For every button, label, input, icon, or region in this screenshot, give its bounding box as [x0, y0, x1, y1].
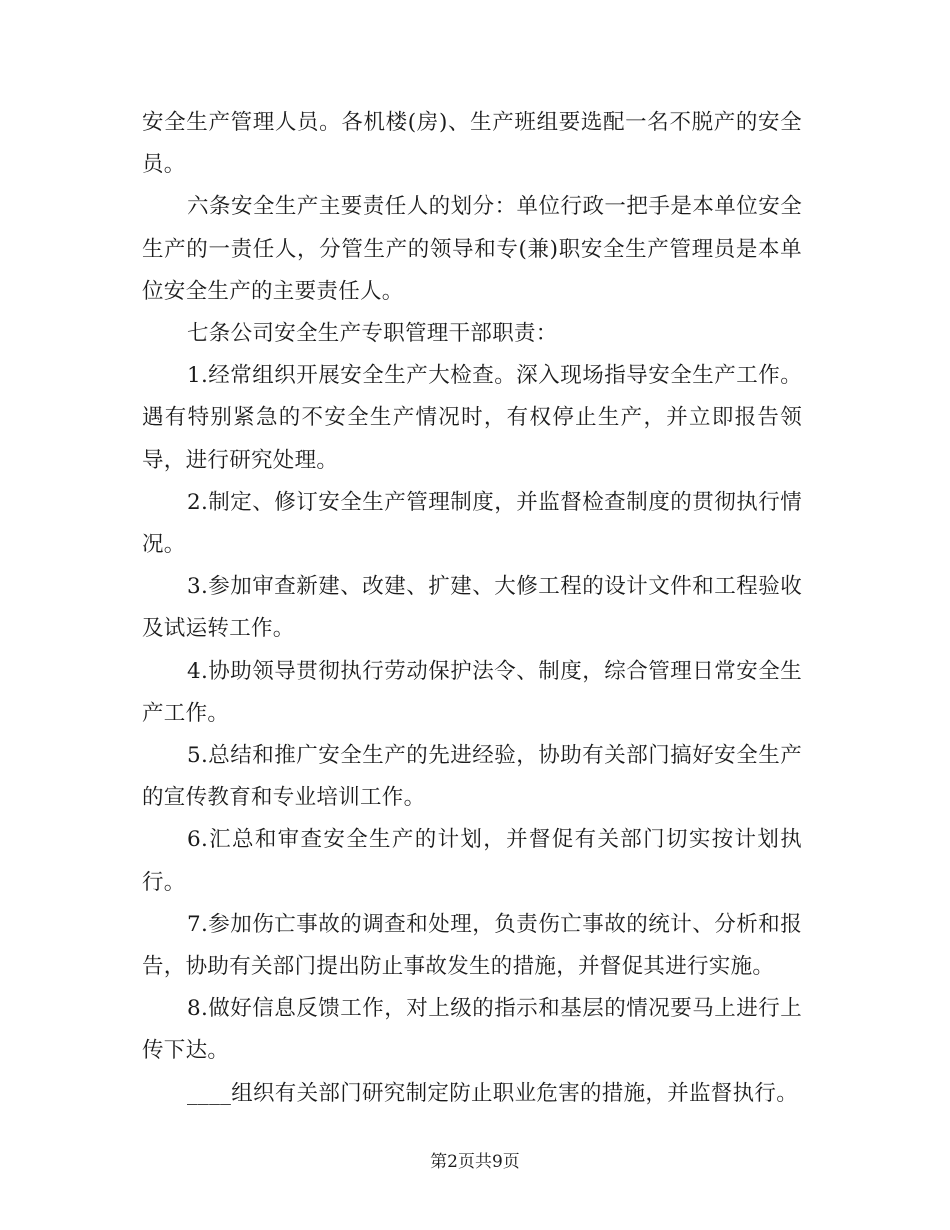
page-number-footer: 第2页共9页 [430, 1152, 520, 1172]
document-body [142, 102, 802, 1115]
list-item-duty-3: 3.参加审查新建、改建、扩建、大修工程的设计文件和工程验收及试运转工作。 [142, 574, 802, 642]
list-item-duty-6: 6.汇总和审查安全生产的计划，并督促有关部门切实按计划执行。 [142, 827, 802, 895]
paragraph-article-6: 六条安全生产主要责任人的划分：单位行政一把手是本单位安全生产的一责任人，分管生产的领导和专(兼)职安全生产管理员是本单位安全生产的主要责任人。 [142, 194, 802, 304]
paragraph-continued: 安全生产管理人员。各机楼(房)、生产班组要选配一名不脱产的安全员。 [142, 110, 802, 178]
list-item-duty-7: 7.参加伤亡事故的调查和处理，负责伤亡事故的统计、分析和报告，协助有关部门提出防止事故发生的措施，并督促其进行实施。 [142, 911, 802, 980]
list-item-duty-2: 2.制定、修订安全生产管理制度，并监督检查制度的贯彻执行情况。 [142, 489, 802, 558]
list-item-duty-5: 5.总结和推广安全生产的先进经验，协助有关部门搞好安全生产的宣传教育和专业培训工作。 [142, 743, 802, 811]
list-item-duty-1: 1.经常组织开展安全生产大检查。深入现场指导安全生产工作。遇有特别紧急的不安全生产情况时，有权停止生产，并立即报告领导，进行研究处理。 [142, 363, 802, 473]
list-item-duty-9: ____组织有关部门研究制定防止职业危害的措施，并监督执行。 [187, 1080, 799, 1106]
list-item-duty-4: 4.协助领导贯彻执行劳动保护法令、制度，综合管理日常安全生产工作。 [142, 658, 802, 726]
paragraph-article-7-heading: 七条公司安全生产专职管理干部职责： [187, 321, 558, 347]
list-item-duty-8: 8.做好信息反馈工作，对上级的指示和基层的情况要马上进行上传下达。 [142, 996, 802, 1064]
